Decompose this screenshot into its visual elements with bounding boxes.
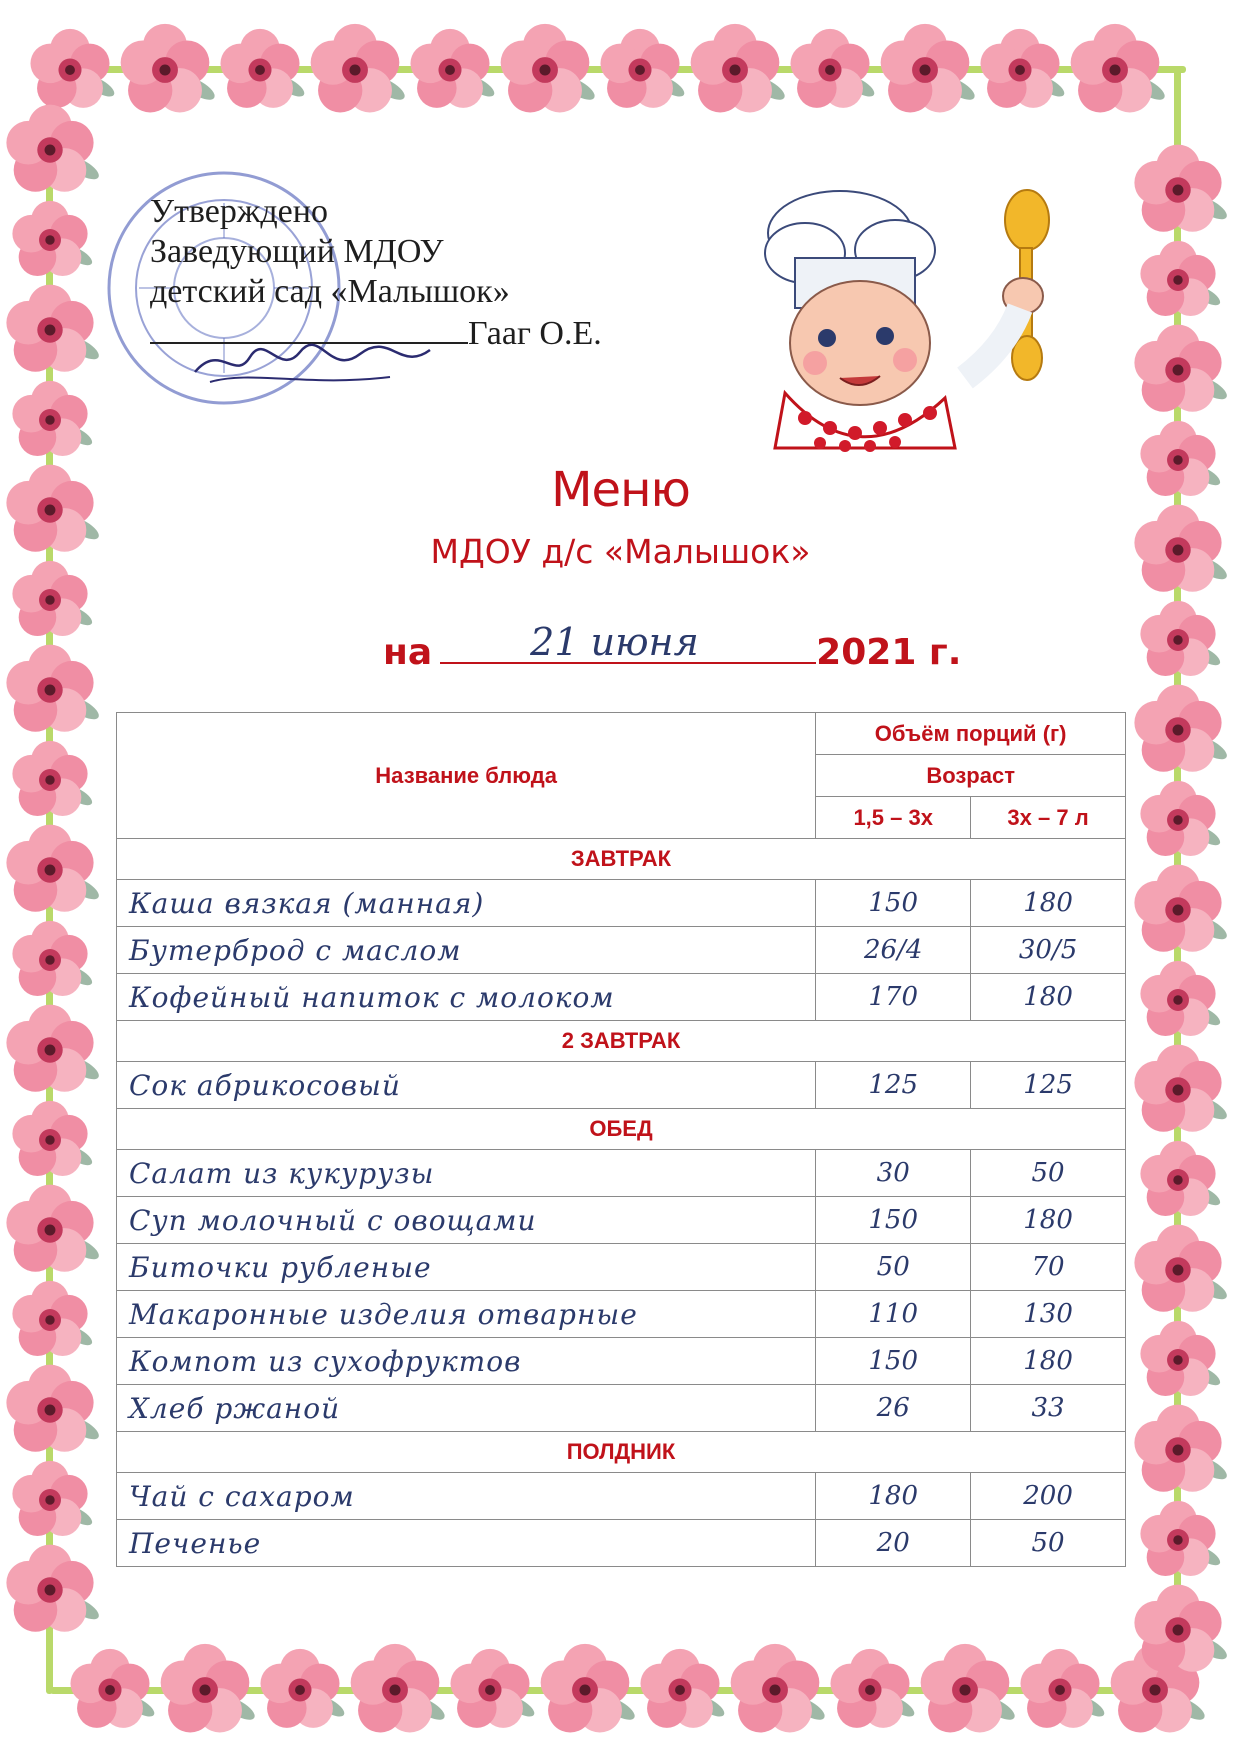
portion-age-1: 150 (816, 880, 971, 927)
handwritten-date: 21 июня (530, 620, 699, 664)
portion-age-2: 50 (971, 1520, 1126, 1567)
portion-age-2: 30/5 (971, 927, 1126, 974)
approval-position: Заведующий МДОУ (150, 233, 444, 270)
table-row (117, 1062, 1126, 1109)
portion-age-2: 180 (971, 880, 1126, 927)
page-title: Меню (551, 462, 690, 518)
dish-name: Суп молочный с овощами (117, 1197, 816, 1244)
table-row (117, 1385, 1126, 1432)
portion-age-1: 26/4 (816, 927, 971, 974)
dish-name: Салат из кукурузы (117, 1150, 816, 1197)
dish-name: Хлеб ржаной (117, 1385, 816, 1432)
table-row (117, 1150, 1126, 1197)
portion-age-2: 125 (971, 1062, 1126, 1109)
age-group-2-header: 3х – 7 л (971, 797, 1126, 839)
table-row (117, 1291, 1126, 1338)
table-row (117, 880, 1126, 927)
date-prefix: на (383, 632, 433, 673)
menu-table (116, 712, 1126, 1567)
table-row (117, 1197, 1126, 1244)
portion-age-2: 130 (971, 1291, 1126, 1338)
dish-name: Чай с сахаром (117, 1473, 816, 1520)
meal-section-header: ПОЛДНИК (117, 1432, 1126, 1473)
date-blank (440, 620, 816, 664)
portion-age-1: 20 (816, 1520, 971, 1567)
table-row (117, 1473, 1126, 1520)
portion-age-1: 110 (816, 1291, 971, 1338)
meal-section-header: ЗАВТРАК (117, 839, 1126, 880)
dish-name: Сок абрикосовый (117, 1062, 816, 1109)
portion-volume-header: Объём порций (г) (816, 713, 1126, 755)
table-row (117, 1244, 1126, 1291)
portion-age-2: 180 (971, 974, 1126, 1021)
table-row (117, 1520, 1126, 1567)
date-year: 2021 г. (816, 632, 962, 673)
portion-age-2: 50 (971, 1150, 1126, 1197)
approval-organization: детский сад «Малышок» (150, 273, 510, 310)
portion-age-1: 26 (816, 1385, 971, 1432)
portion-age-1: 180 (816, 1473, 971, 1520)
portion-age-1: 125 (816, 1062, 971, 1109)
approval-title: Утверждено (150, 193, 328, 230)
dish-name: Кофейный напиток с молоком (117, 974, 816, 1021)
dish-name: Компот из сухофруктов (117, 1338, 816, 1385)
age-header: Возраст (816, 755, 1126, 797)
dish-name-header: Название блюда (117, 713, 816, 839)
meal-section-header: 2 ЗАВТРАК (117, 1021, 1126, 1062)
portion-age-2: 33 (971, 1385, 1126, 1432)
menu-date-line (383, 620, 962, 673)
portion-age-1: 150 (816, 1338, 971, 1385)
portion-age-1: 170 (816, 974, 971, 1021)
age-group-1-header: 1,5 – 3х (816, 797, 971, 839)
dish-name: Печенье (117, 1520, 816, 1567)
dish-name: Биточки рубленые (117, 1244, 816, 1291)
approval-name: Гааг О.Е. (468, 315, 602, 352)
portion-age-1: 50 (816, 1244, 971, 1291)
portion-age-1: 150 (816, 1197, 971, 1244)
meal-section-header: ОБЕД (117, 1109, 1126, 1150)
table-row (117, 974, 1126, 1021)
handwritten-signature (190, 332, 450, 392)
portion-age-2: 180 (971, 1197, 1126, 1244)
page-subtitle: МДОУ д/с «Малышок» (430, 532, 811, 571)
dish-name: Бутерброд с маслом (117, 927, 816, 974)
portion-age-2: 200 (971, 1473, 1126, 1520)
dish-name: Макаронные изделия отварные (117, 1291, 816, 1338)
portion-age-2: 180 (971, 1338, 1126, 1385)
table-row (117, 927, 1126, 974)
chef-baby-illustration (745, 178, 1075, 468)
approval-block (150, 192, 602, 354)
dish-name: Каша вязкая (манная) (117, 880, 816, 927)
table-row (117, 1338, 1126, 1385)
portion-age-2: 70 (971, 1244, 1126, 1291)
portion-age-1: 30 (816, 1150, 971, 1197)
